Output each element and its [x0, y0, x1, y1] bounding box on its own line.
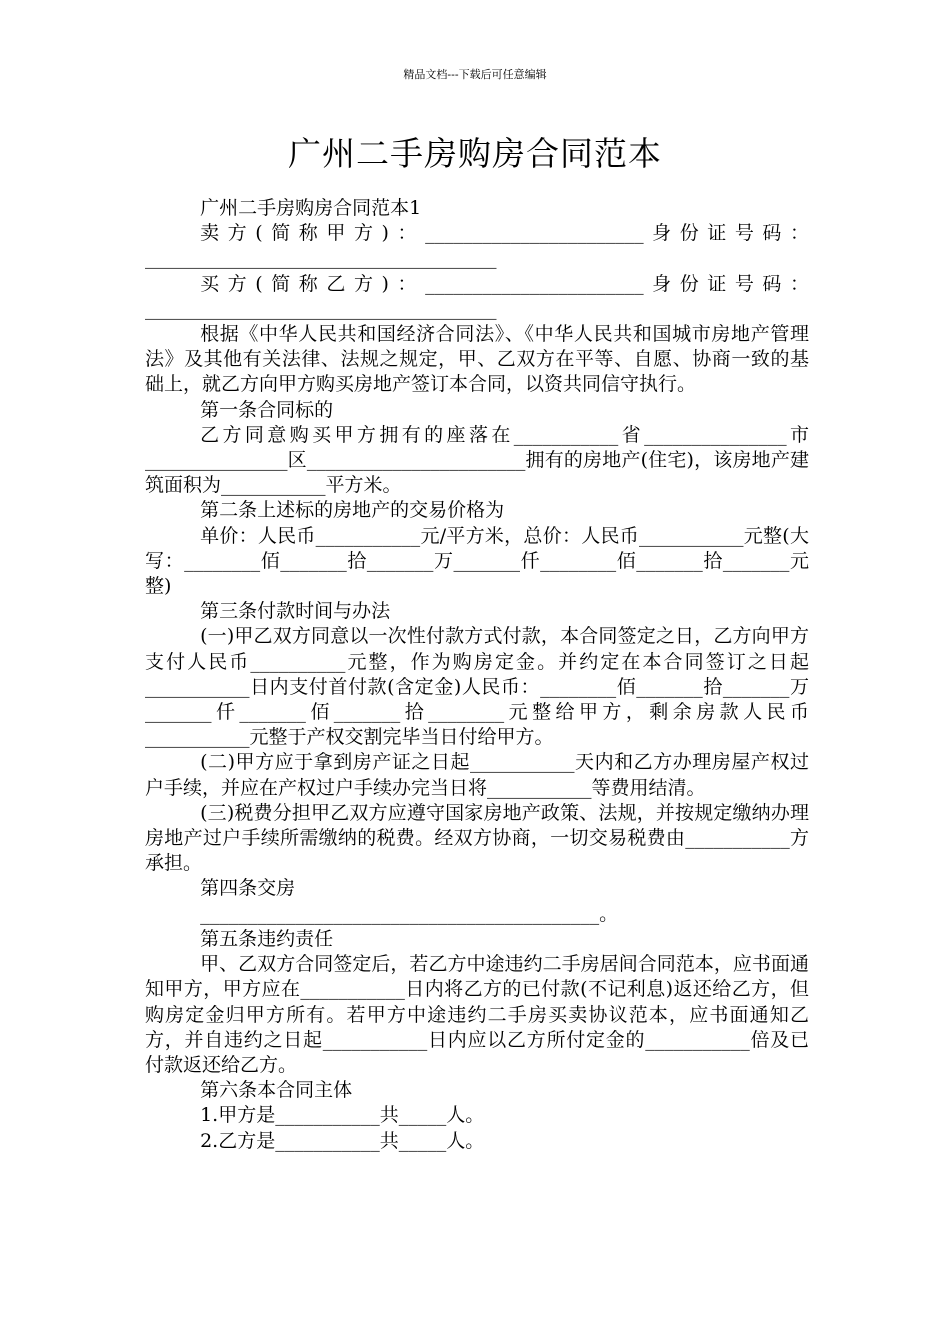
header-note: 精品文档---下载后可任意编辑 — [403, 68, 547, 81]
article-6-heading: 第六条本合同主体 — [200, 1079, 353, 1102]
article-3-clause-1: (一)甲乙双方同意以一次性付款方式付款，本合同签定之日，乙方向甲方支付人民币__________元整，作为购房定金。并约定在本合同签订之日起___________日内支付首付款(含定金)人民币：________佰_______拾_______万_______仟_______佰_______拾________元整给甲方，剩余房款人民币___________元整于产权交割完毕当日付给甲方。 — [145, 625, 809, 749]
article-3-clause-3: (三)税费分担甲乙双方应遵守国家房地产政策、法规，并按规定缴纳办理房地产过户手续所需缴纳的税费。经双方协商，一切交易税费由___________方承担。 — [145, 801, 809, 875]
party-a-line: 1.甲方是___________共_____人。 — [200, 1104, 485, 1127]
article-1-heading: 第一条合同标的 — [200, 398, 334, 421]
article-3-heading: 第三条付款时间与办法 — [200, 600, 391, 623]
article-4-text: __________________________________________。 — [200, 902, 619, 925]
article-5-text: 甲、乙双方合同签定后，若乙方中途违约二手房居间合同范本，应书面通知甲方，甲方应在___________日内将乙方的已付款(不记利息)返还给乙方，但购房定金归甲方所有。若甲方中途违约二手房买卖协议范本，应书面通知乙方，并自违约之日起___________日内应以乙方所付定金的___________倍及已付款返还给乙方。 — [145, 953, 809, 1076]
preamble-paragraph: 根据《中华人民共和国经济合同法》、《中华人民共和国城市房地产管理法》及其他有关法律、法规之规定，甲、乙双方在平等、自愿、协商一致的基础上，就乙方向甲方购买房地产签订本合同，以资共同信守执行。 — [145, 323, 809, 396]
article-2-text: 单价：人民币___________元/平方米，总价：人民币___________元整(大写：________佰_______拾_______万_______仟________佰_______拾_______元整) — [145, 524, 809, 598]
article-2-heading: 第二条上述标的房地产的交易价格为 — [200, 499, 505, 522]
party-b-line: 2.乙方是___________共_____人。 — [200, 1129, 485, 1152]
article-4-heading: 第四条交房 — [200, 877, 296, 900]
document-title: 广州二手房购房合同范本 — [288, 134, 662, 173]
seller-line: 卖方(简称甲方)：_______________________身份证号码：_____________________________________ — [145, 222, 809, 270]
article-1-text: 乙方同意购买甲方拥有的座落在___________省_______________市_______________区_______________________拥有的房地产(住宅)，该房地产建筑面积为___________平方米。 — [145, 423, 809, 497]
article-5-heading: 第五条违约责任 — [200, 927, 334, 950]
buyer-line: 买方(简称乙方)：_______________________身份证号码：_____________________________________ — [145, 272, 809, 320]
document-body — [145, 196, 809, 1154]
contract-subtitle: 广州二手房购房合同范本1 — [200, 197, 422, 219]
article-3-clause-2: (二)甲方应于拿到房产证之日起___________天内和乙方办理房屋产权过户手续，并应在产权过户手续办完当日将___________等费用结清。 — [145, 751, 809, 799]
